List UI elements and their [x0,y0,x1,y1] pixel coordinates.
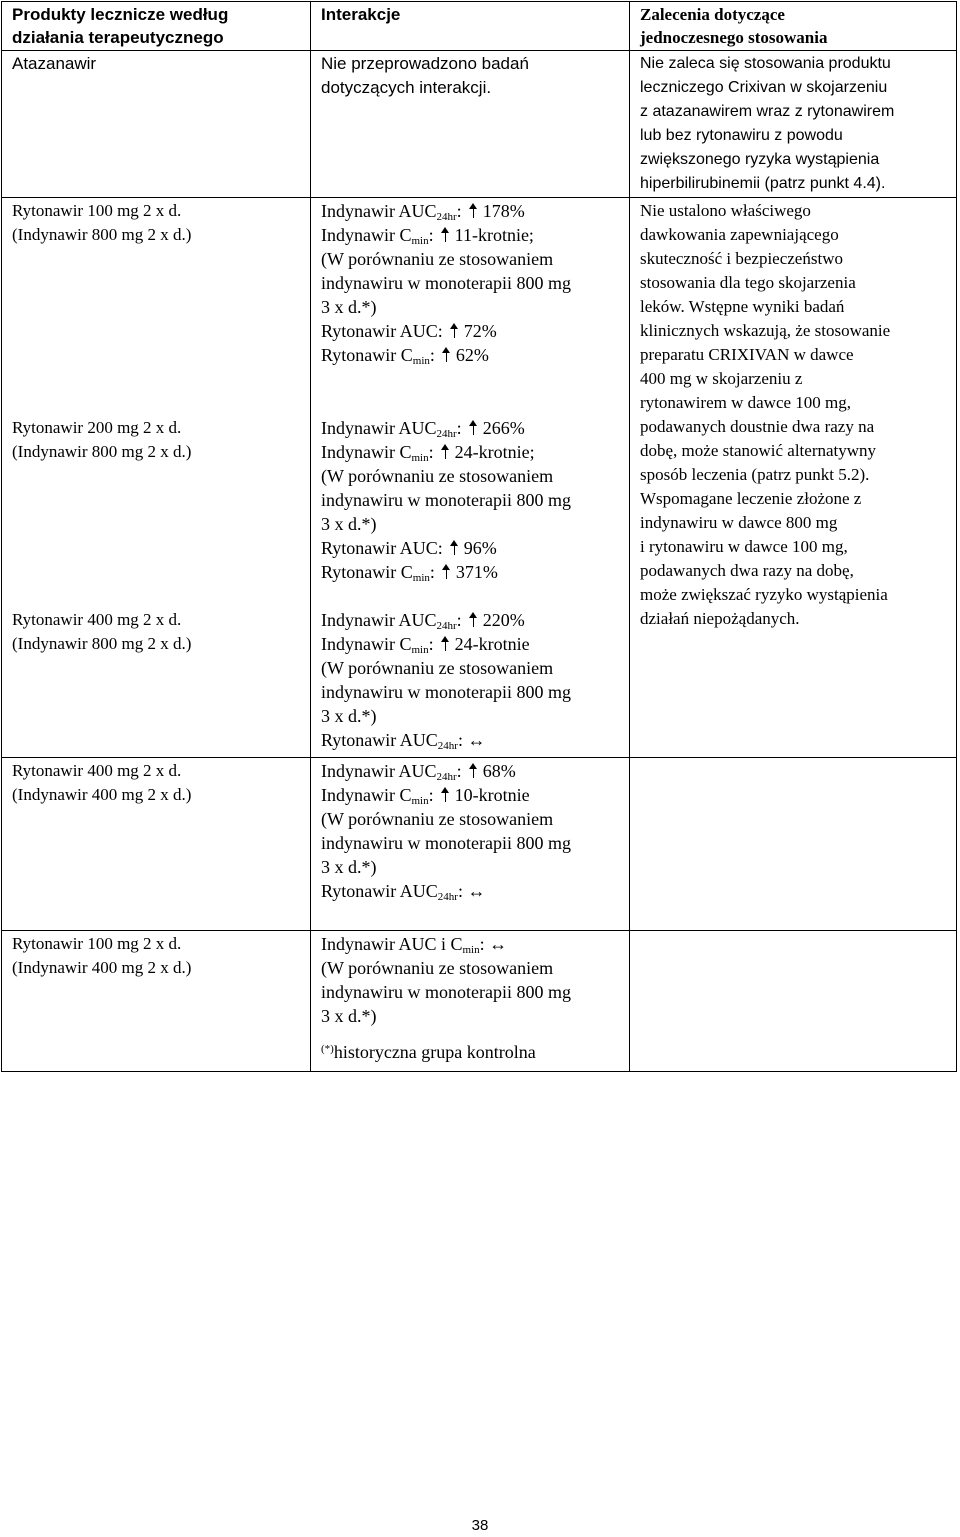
arrow-both-icon: ↔ [467,730,486,750]
arrow-up-icon [440,444,451,459]
interaction-rytonawir-group [311,198,630,758]
table-row [2,51,957,198]
header-interactions: Interakcje [311,2,630,51]
arrow-up-icon [441,347,452,362]
arrow-up-icon [440,787,451,802]
recommendation-empty [630,758,957,931]
drug-rytonawir-group [2,198,311,758]
interaction-block: Indynawir $AUC_{24hr}$: 178% Indynawir $C_{min}$: 11-krotnie; (W porównaniu ze stosowaniem indynawiru w monoterapii 800 mg 3 x d.*) Rytonawir AUC: 72% Rytonawir $C_{min}$: 62% [321,201,571,367]
drug-rytonawir-200-800: Rytonawir 200 mg 2 x d. (Indynawir 800 mg 2 x d.) [12,418,192,461]
drug-rytonawir-100-400: Rytonawir 100 mg 2 x d. (Indynawir 400 mg 2 x d.) [2,931,311,1072]
footnote: (*)historyczna grupa kontrolna [321,1042,536,1062]
header-row [2,2,957,51]
drug-rytonawir-400-400: Rytonawir 400 mg 2 x d. (Indynawir 400 mg 2 x d.) [2,758,311,931]
arrow-up-icon [440,227,451,242]
interaction-rytonawir-100-400: Indynawir AUC i $C_{min}$: ↔ (W porównaniu ze stosowaniem indynawiru w monoterapii 800 mg 3 x d.*) (*)historyczna grupa kontrolna [311,931,630,1072]
table-row [2,758,957,931]
page-number: 38 [471,1517,489,1534]
interactions-table [1,1,957,1072]
arrow-up-icon [449,540,460,555]
recommendation-atazanawir: Nie zaleca się stosowania produktu leczniczego Crixivan w skojarzeniu z atazanawirem wraz z rytonawirem lub bez rytonawiru z powodu zwiększonego ryzyka wystąpienia hiperbilirubinemii (patrz punkt 4.4). [630,51,957,198]
arrow-up-icon [440,636,451,651]
interaction-block: Indynawir $AUC_{24hr}$: 266% Indynawir $C_{min}$: 24-krotnie; (W porównaniu ze stosowaniem indynawiru w monoterapii 800 mg 3 x d.*) Rytonawir AUC: 96% Rytonawir $C_{min}$: 371% [321,418,571,584]
drug-atazanawir: Atazanawir [2,51,311,198]
arrow-up-icon [468,612,479,627]
interaction-rytonawir-400-400: Indynawir $AUC_{24hr}$: 68% Indynawir $C_{min}$: 10-krotnie (W porównaniu ze stosowaniem indynawiru w monoterapii 800 mg 3 x d.*) Rytonawir $AUC_{24hr}$: ↔ [311,758,630,931]
drug-rytonawir-100-800: Rytonawir 100 mg 2 x d. (Indynawir 800 mg 2 x d.) [12,201,192,244]
arrow-both-icon: ↔ [489,934,508,954]
header-drugs: Produkty lecznicze według działania terapeutycznego [2,2,311,51]
arrow-both-icon: ↔ [467,881,486,901]
arrow-up-icon [468,763,479,778]
table-row [2,198,957,758]
interaction-block: Indynawir $AUC_{24hr}$: 220% Indynawir $C_{min}$: 24-krotnie (W porównaniu ze stosowaniem indynawiru w monoterapii 800 mg 3 x d.*) Rytonawir $AUC_{24hr}$: ↔ [321,610,571,752]
drug-rytonawir-400-800: Rytonawir 400 mg 2 x d. (Indynawir 800 mg 2 x d.) [12,610,192,653]
arrow-up-icon [441,564,452,579]
recommendation-empty [630,931,957,1072]
interaction-atazanawir: Nie przeprowadzono badań dotyczących interakcji. [311,51,630,198]
arrow-up-icon [449,323,460,338]
header-recommendations: Zalecenia dotyczące jednoczesnego stosowania [630,2,957,51]
table-row [2,931,957,1072]
arrow-up-icon [468,203,479,218]
recommendation-rytonawir: Nie ustalono właściwego dawkowania zapewniającego skuteczność i bezpieczeństwo stosowania dla tego skojarzenia leków. Wstępne wyniki badań klinicznych wskazują, że stosowanie preparatu CRIXIVAN w dawce 400 mg w skojarzeniu z rytonawirem w dawce 100 mg, podawanych doustnie dwa razy na dobę, może stanowić alternatywny sposób leczenia (patrz punkt 5.2). Wspomagane leczenie złożone z indynawiru w dawce 800 mg i rytonawiru w dawce 100 mg, podawanych dwa razy na dobę, może zwiększać ryzyko wystąpienia działań niepożądanych. [630,198,957,758]
arrow-up-icon [468,420,479,435]
